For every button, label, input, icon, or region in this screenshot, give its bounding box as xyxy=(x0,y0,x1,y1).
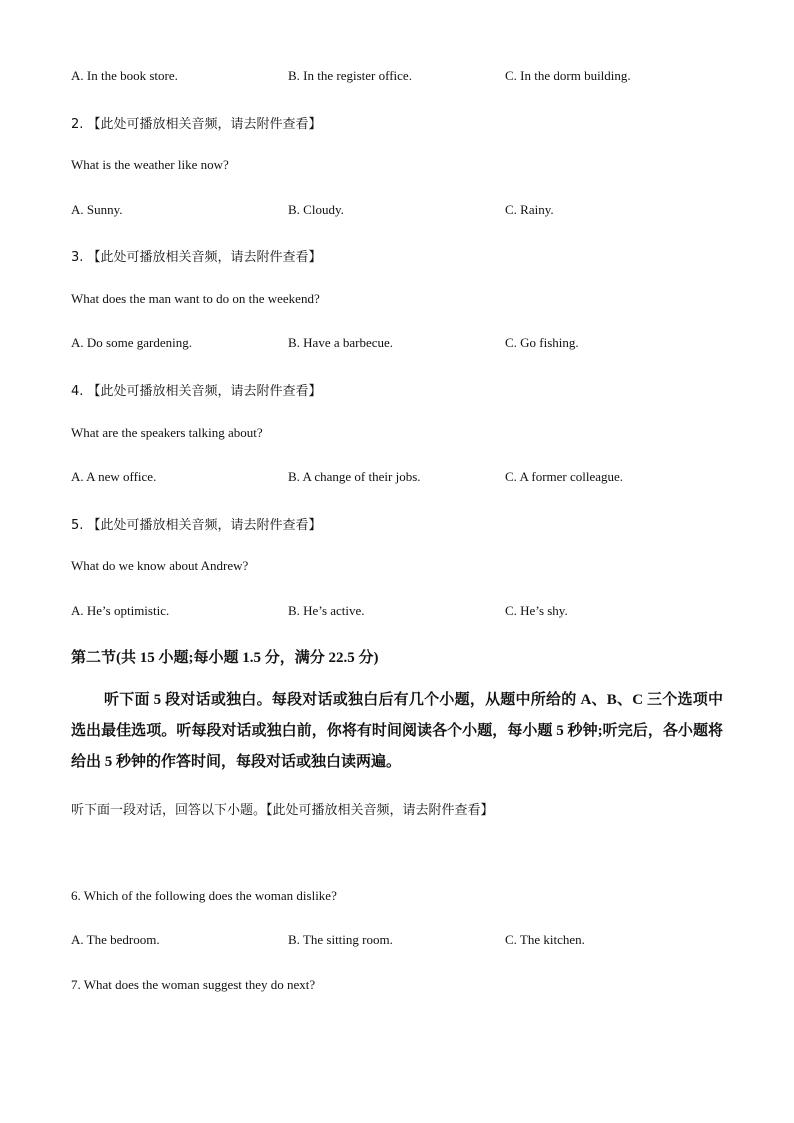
q4-question: What are the speakers talking about? xyxy=(71,425,263,440)
q6-option-c: C. The kitchen. xyxy=(505,932,585,947)
q7-question: 7. What does the woman suggest they do next? xyxy=(71,977,316,992)
q5-option-b: B. He’s active. xyxy=(288,603,365,618)
q6-option-a: A. The bedroom. xyxy=(71,932,160,947)
q4-option-c: C. A former colleague. xyxy=(505,469,624,484)
q5-option-a: A. He’s optimistic. xyxy=(71,603,170,618)
q1-option-a: A. In the book store. xyxy=(71,68,178,83)
q5-option-c: C. He’s shy. xyxy=(505,603,568,618)
q2-audio-marker: 2. 【此处可播放相关音频，请去附件查看】 xyxy=(71,117,322,132)
q3-option-b: B. Have a barbecue. xyxy=(288,335,394,350)
q2-option-c: C. Rainy. xyxy=(505,202,554,217)
q6-question: 6. Which of the following does the woman dislike? xyxy=(71,888,337,903)
q3-option-a: A. Do some gardening. xyxy=(71,335,192,350)
q2-option-b: B. Cloudy. xyxy=(288,202,344,217)
q4-audio-marker: 4. 【此处可播放相关音频，请去附件查看】 xyxy=(71,384,322,399)
dialogue-intro: 听下面一段对话，回答以下小题。【此处可播放相关音频，请去附件查看】 xyxy=(71,803,494,818)
q4-option-a: A. A new office. xyxy=(71,469,157,484)
q5-question: What do we know about Andrew? xyxy=(71,558,249,573)
q6-option-b: B. The sitting room. xyxy=(288,932,393,947)
q1-option-b: B. In the register office. xyxy=(288,68,412,83)
q3-question: What does the man want to do on the weekend? xyxy=(71,291,320,306)
q3-audio-marker: 3. 【此处可播放相关音频，请去附件查看】 xyxy=(71,250,322,265)
q5-audio-marker: 5. 【此处可播放相关音频，请去附件查看】 xyxy=(71,518,322,533)
q3-option-c: C. Go fishing. xyxy=(505,335,579,350)
section-instructions: 听下面 5 段对话或独白。每段对话或独白后有几个小题，从题中所给的 A、B、C 三个选项中选出最佳选项。听每段对话或独白前，你将有时间阅读各个小题，每小题 5 秒钟;听完后，各小题将给出 5 秒钟的作答时间，每段对话或独白读两遍。 xyxy=(71,692,723,770)
q1-option-c: C. In the dorm building. xyxy=(505,68,631,83)
q4-option-b: B. A change of their jobs. xyxy=(288,469,421,484)
section-title: 第二节(共 15 小题;每小题 1.5 分，满分 22.5 分) xyxy=(71,650,379,666)
q2-option-a: A. Sunny. xyxy=(71,202,123,217)
q2-question: What is the weather like now? xyxy=(71,157,229,172)
